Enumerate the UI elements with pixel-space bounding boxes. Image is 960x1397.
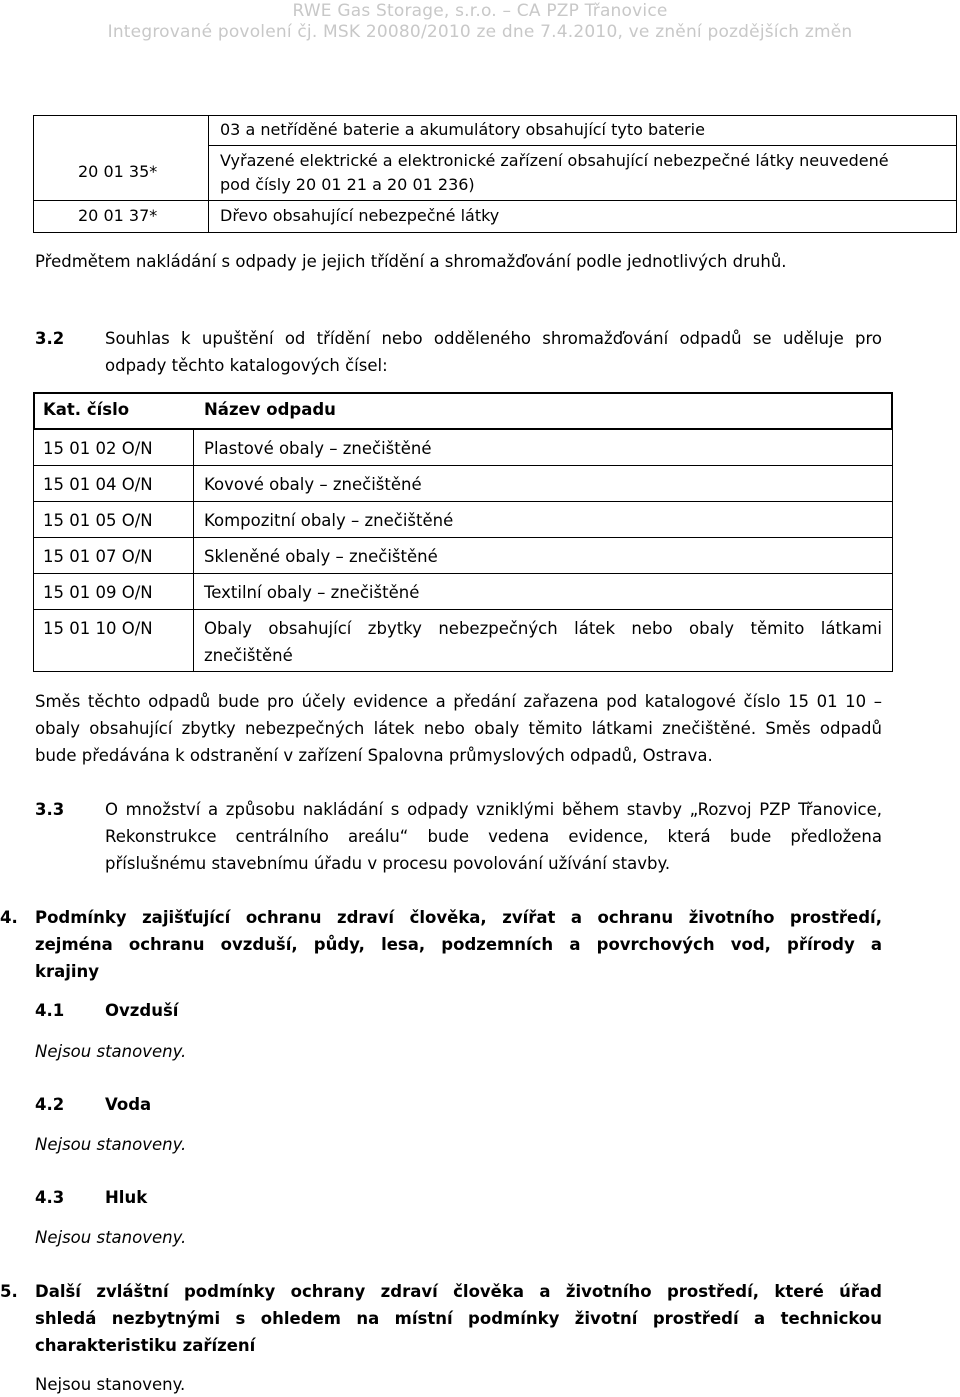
mixture-line2: obaly obsahující zbytky nebezpečných látek nebo obaly těmito látkami znečištěné. Směs odpadů [35,719,882,738]
section-4-number: 4. [0,908,18,927]
section-4-3-number: 4.3 [35,1188,65,1207]
table-cell-name: 03 a netříděné baterie a akumulátory obsahující tyto baterie [220,120,705,139]
section-3-3-number: 3.3 [35,800,65,819]
section-3-2-line1: Souhlas k upuštění od třídění nebo odděleného shromažďování odpadů se uděluje pro [105,329,882,348]
table-cell-code: 15 01 02 O/N [43,439,153,458]
table-cell-name: Kovové obaly – znečištěné [204,475,422,494]
section-5-number: 5. [0,1282,18,1301]
top-waste-table [33,115,957,233]
table-cell-name: Skleněné obaly – znečištěné [204,547,438,566]
mixture-line3: bude předávána k odstranění v zařízení Spalovna průmyslových odpadů, Ostrava. [35,746,713,765]
section-4-1-text: Nejsou stanoveny. [35,1042,187,1061]
table-cell-name: Kompozitní obaly – znečištěné [204,511,454,530]
sorting-paragraph: Předmětem nakládání s odpady je jejich třídění a shromažďování podle jednotlivých druhů. [35,252,787,271]
section-3-2-number: 3.2 [35,329,65,348]
table-cell-name: Plastové obaly – znečištěné [204,439,432,458]
table-cell-name: Vyřazené elektrické a elektronické zařízení obsahující nebezpečné látky neuvedené [220,151,889,170]
column-header-name: Název odpadu [204,400,336,419]
waste-code-table [33,392,893,672]
table-cell-code: 15 01 05 O/N [43,511,153,530]
table-cell-name: Obaly obsahující zbytky nebezpečných látek nebo obaly těmito látkami [204,619,882,638]
section-3-3-line3: příslušnému stavebnímu úřadu v procesu povolování užívání stavby. [105,854,671,873]
table-cell-code: 20 01 37* [78,206,158,225]
table-cell-code: 15 01 10 O/N [43,619,153,638]
table-cell-name: Dřevo obsahující nebezpečné látky [220,206,500,225]
section-4-2-text: Nejsou stanoveny. [35,1135,187,1154]
section-5-line1: Další zvláštní podmínky ochrany zdraví člověka a životního prostředí, které úřad [35,1282,882,1301]
table-cell-code: 15 01 04 O/N [43,475,153,494]
header-company: RWE Gas Storage, s.r.o. – CA PZP Třanovice [292,1,668,21]
section-4-2-number: 4.2 [35,1095,65,1114]
column-header-code: Kat. číslo [43,400,130,419]
section-3-2-line2: odpady těchto katalogových čísel: [105,356,388,375]
section-4-3-title: Hluk [105,1188,148,1207]
table-cell-code: 15 01 07 O/N [43,547,153,566]
section-4-line2: zejména ochranu ovzduší, půdy, lesa, podzemních a povrchových vod, přírody a [35,935,882,954]
section-5-text: Nejsou stanoveny. [35,1375,186,1394]
table-cell-name: Textilní obaly – znečištěné [204,583,420,602]
section-4-line3: krajiny [35,962,100,981]
header-permit: Integrované povolení čj. MSK 20080/2010 ze dne 7.4.2010, ve znění pozdějších změn [107,22,853,42]
section-4-3-text: Nejsou stanoveny. [35,1228,187,1247]
section-4-2-title: Voda [105,1095,152,1114]
table-cell-code: 15 01 09 O/N [43,583,153,602]
table-cell-name: znečištěné [204,646,293,665]
section-5-line3: charakteristiku zařízení [35,1336,256,1355]
section-4-1-title: Ovzduší [105,1001,179,1020]
table-cell-name: pod čísly 20 01 21 a 20 01 236) [220,175,475,194]
section-5-line2: shledá nezbytnými s ohledem na místní podmínky životní prostředí a technickou [35,1309,882,1328]
table-cell-code: 20 01 35* [78,162,158,181]
section-3-3-line1: O množství a způsobu nakládání s odpady vzniklými během stavby „Rozvoj PZP Třanovice, [105,800,882,819]
section-4-1-number: 4.1 [35,1001,65,1020]
section-4-line1: Podmínky zajišťující ochranu zdraví člověka, zvířat a ochranu životního prostředí, [35,908,882,927]
mixture-line1: Směs těchto odpadů bude pro účely evidence a předání zařazena pod katalogové číslo 15 01 10 – [35,692,882,711]
section-3-3-line2: Rekonstrukce centrálního areálu“ bude vedena evidence, která bude předložena [105,827,882,846]
